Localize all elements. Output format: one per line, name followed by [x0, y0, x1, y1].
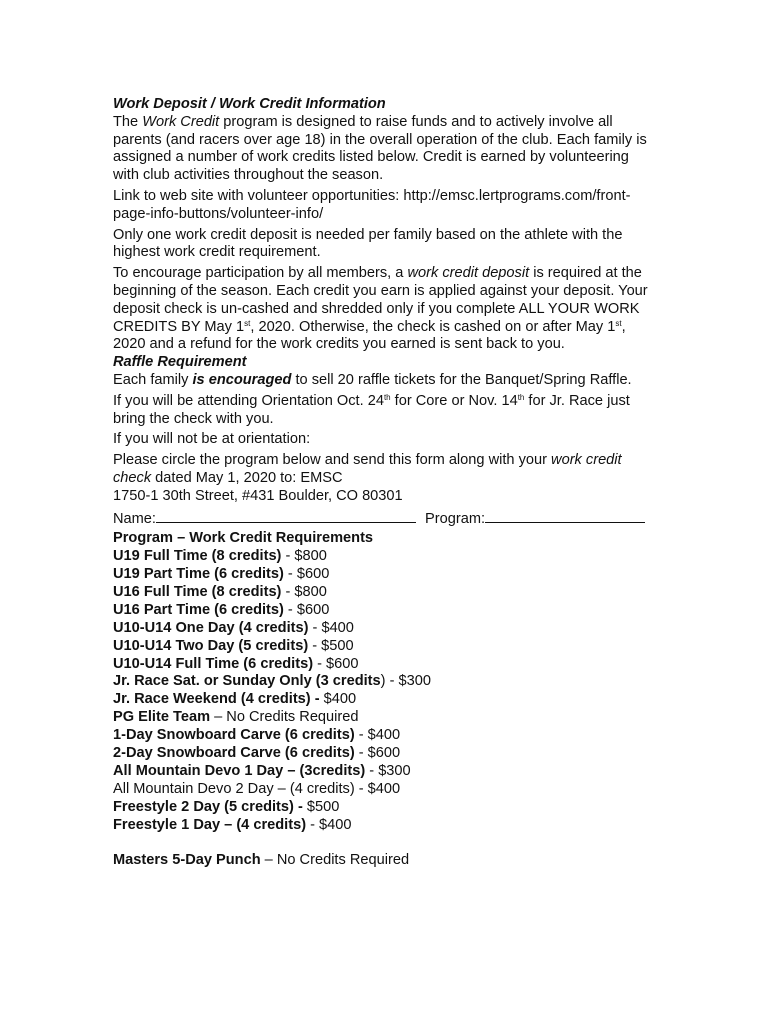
raffle-paragraph: Each family is encouraged to sell 20 raffle tickets for the Banquet/Spring Raffle. — [113, 371, 632, 388]
program-name: U16 Part Time (6 credits) — [113, 601, 284, 618]
spacer — [113, 834, 658, 852]
program-name: 2-Day Snowboard Carve (6 credits) — [113, 745, 355, 762]
program-name: U19 Part Time (6 credits) — [113, 566, 284, 583]
program-amount: - $800 — [281, 548, 327, 565]
program-list — [113, 530, 658, 870]
program-amount: - $400 — [354, 727, 401, 744]
program-row — [113, 620, 658, 638]
deposit-paragraph: To encourage participation by all members, a work credit deposit is required at the beginning of the season. Each credit you earn is applied against your deposit. Your deposit check is un-cashed and shredded only if you complete ALL YOUR WORK CREDITS BY May 1st, 2020. Otherwise, the check is cashed on or after May 1st, 2020 and a refund for the work credits you earned is sent back to you. — [113, 265, 648, 353]
program-name: U16 Full Time (8 credits) — [113, 584, 282, 600]
program-amount: - $800 — [281, 584, 327, 600]
program-row — [113, 745, 658, 763]
orientation-attending-paragraph: If you will be attending Orientation Oct. 24th for Core or Nov. 14th for Jr. Race just bring the check with you. — [113, 392, 630, 427]
program-name: PG Elite Team — [113, 709, 211, 726]
program-name: Freestyle 2 Day (5 credits) - — [113, 798, 303, 815]
program-amount: - $600 — [283, 601, 330, 618]
program-row — [113, 673, 658, 691]
program-amount: - $500 — [308, 637, 354, 654]
program-amount: - $600 — [313, 655, 359, 672]
program-amount: - $400 — [306, 816, 352, 833]
name-field[interactable] — [156, 509, 416, 523]
program-row — [113, 727, 658, 745]
program-name: 1-Day Snowboard Carve (6 credits) — [113, 727, 355, 744]
program-row — [113, 566, 658, 584]
program-row — [113, 781, 658, 799]
program-amount: $400 — [319, 691, 357, 708]
form-fields-row — [113, 509, 658, 529]
program-amount: – No Credits Required — [210, 709, 359, 726]
program-amount: - $600 — [354, 745, 401, 762]
program-amount: - $400 — [308, 619, 354, 636]
program-row — [113, 656, 658, 674]
program-name: Freestyle 1 Day – (4 credits) — [113, 816, 307, 833]
program-row — [113, 763, 658, 781]
program-amount: - $600 — [283, 566, 330, 583]
raffle-heading: Raffle Requirement — [113, 354, 247, 371]
program-field[interactable] — [485, 509, 645, 523]
program-row — [113, 799, 658, 817]
program-amount: $500 — [302, 798, 340, 815]
program-name: Jr. Race Sat. or Sunday Only (3 credits — [113, 673, 381, 690]
work-credit-heading: Work Deposit / Work Credit Information — [113, 96, 386, 112]
program-row — [113, 691, 658, 709]
program-row — [113, 638, 658, 656]
program-name: U10-U14 Full Time (6 credits) — [113, 655, 314, 672]
volunteer-link-paragraph: Link to web site with volunteer opportunities: http://emsc.lertprograms.com/front-page-info-buttons/volunteer-info/ — [113, 187, 631, 222]
work-credit-intro: The Work Credit program is designed to raise funds and to actively involve all parents (and racers over age 18) in the overall operation of the club. Each family is assigned a number of work credits listed below. Credit is earned by volunteering with club activities throughout the season. — [113, 113, 647, 184]
program-amount: ) - $300 — [380, 673, 431, 690]
program-row — [113, 602, 658, 620]
program-name: All Mountain Devo 1 Day – (3credits) — [113, 762, 366, 779]
orientation-not-attending: If you will not be at orientation: — [113, 431, 311, 448]
program-name: Jr. Race Weekend (4 credits) - — [113, 691, 320, 708]
circle-program-paragraph: Please circle the program below and send this form along with your work credit check dated May 1, 2020 to: EMSC — [113, 452, 622, 486]
program-name: U19 Full Time (8 credits) — [113, 548, 282, 565]
program-name: U10-U14 Two Day (5 credits) — [113, 637, 309, 654]
name-label: Name: — [113, 510, 156, 527]
program-row-masters: Masters 5-Day Punch – No Credits Required — [113, 852, 410, 869]
program-row — [113, 584, 658, 602]
program-rows — [113, 548, 658, 834]
program-row — [113, 817, 658, 835]
program-row — [113, 548, 658, 566]
program-list-header: Program – Work Credit Requirements — [113, 530, 374, 547]
one-deposit-paragraph: Only one work credit deposit is needed per family based on the athlete with the highest work credit requirement. — [113, 226, 623, 261]
mailing-address: 1750-1 30th Street, #431 Boulder, CO 80301 — [113, 487, 403, 504]
program-name: U10-U14 One Day (4 credits) — [113, 619, 309, 636]
program-row — [113, 709, 658, 727]
program-amount: All Mountain Devo 2 Day – (4 credits) - $400 — [113, 780, 401, 797]
document-content — [113, 96, 658, 870]
program-amount: - $300 — [365, 762, 411, 779]
program-label: Program: — [425, 510, 486, 527]
